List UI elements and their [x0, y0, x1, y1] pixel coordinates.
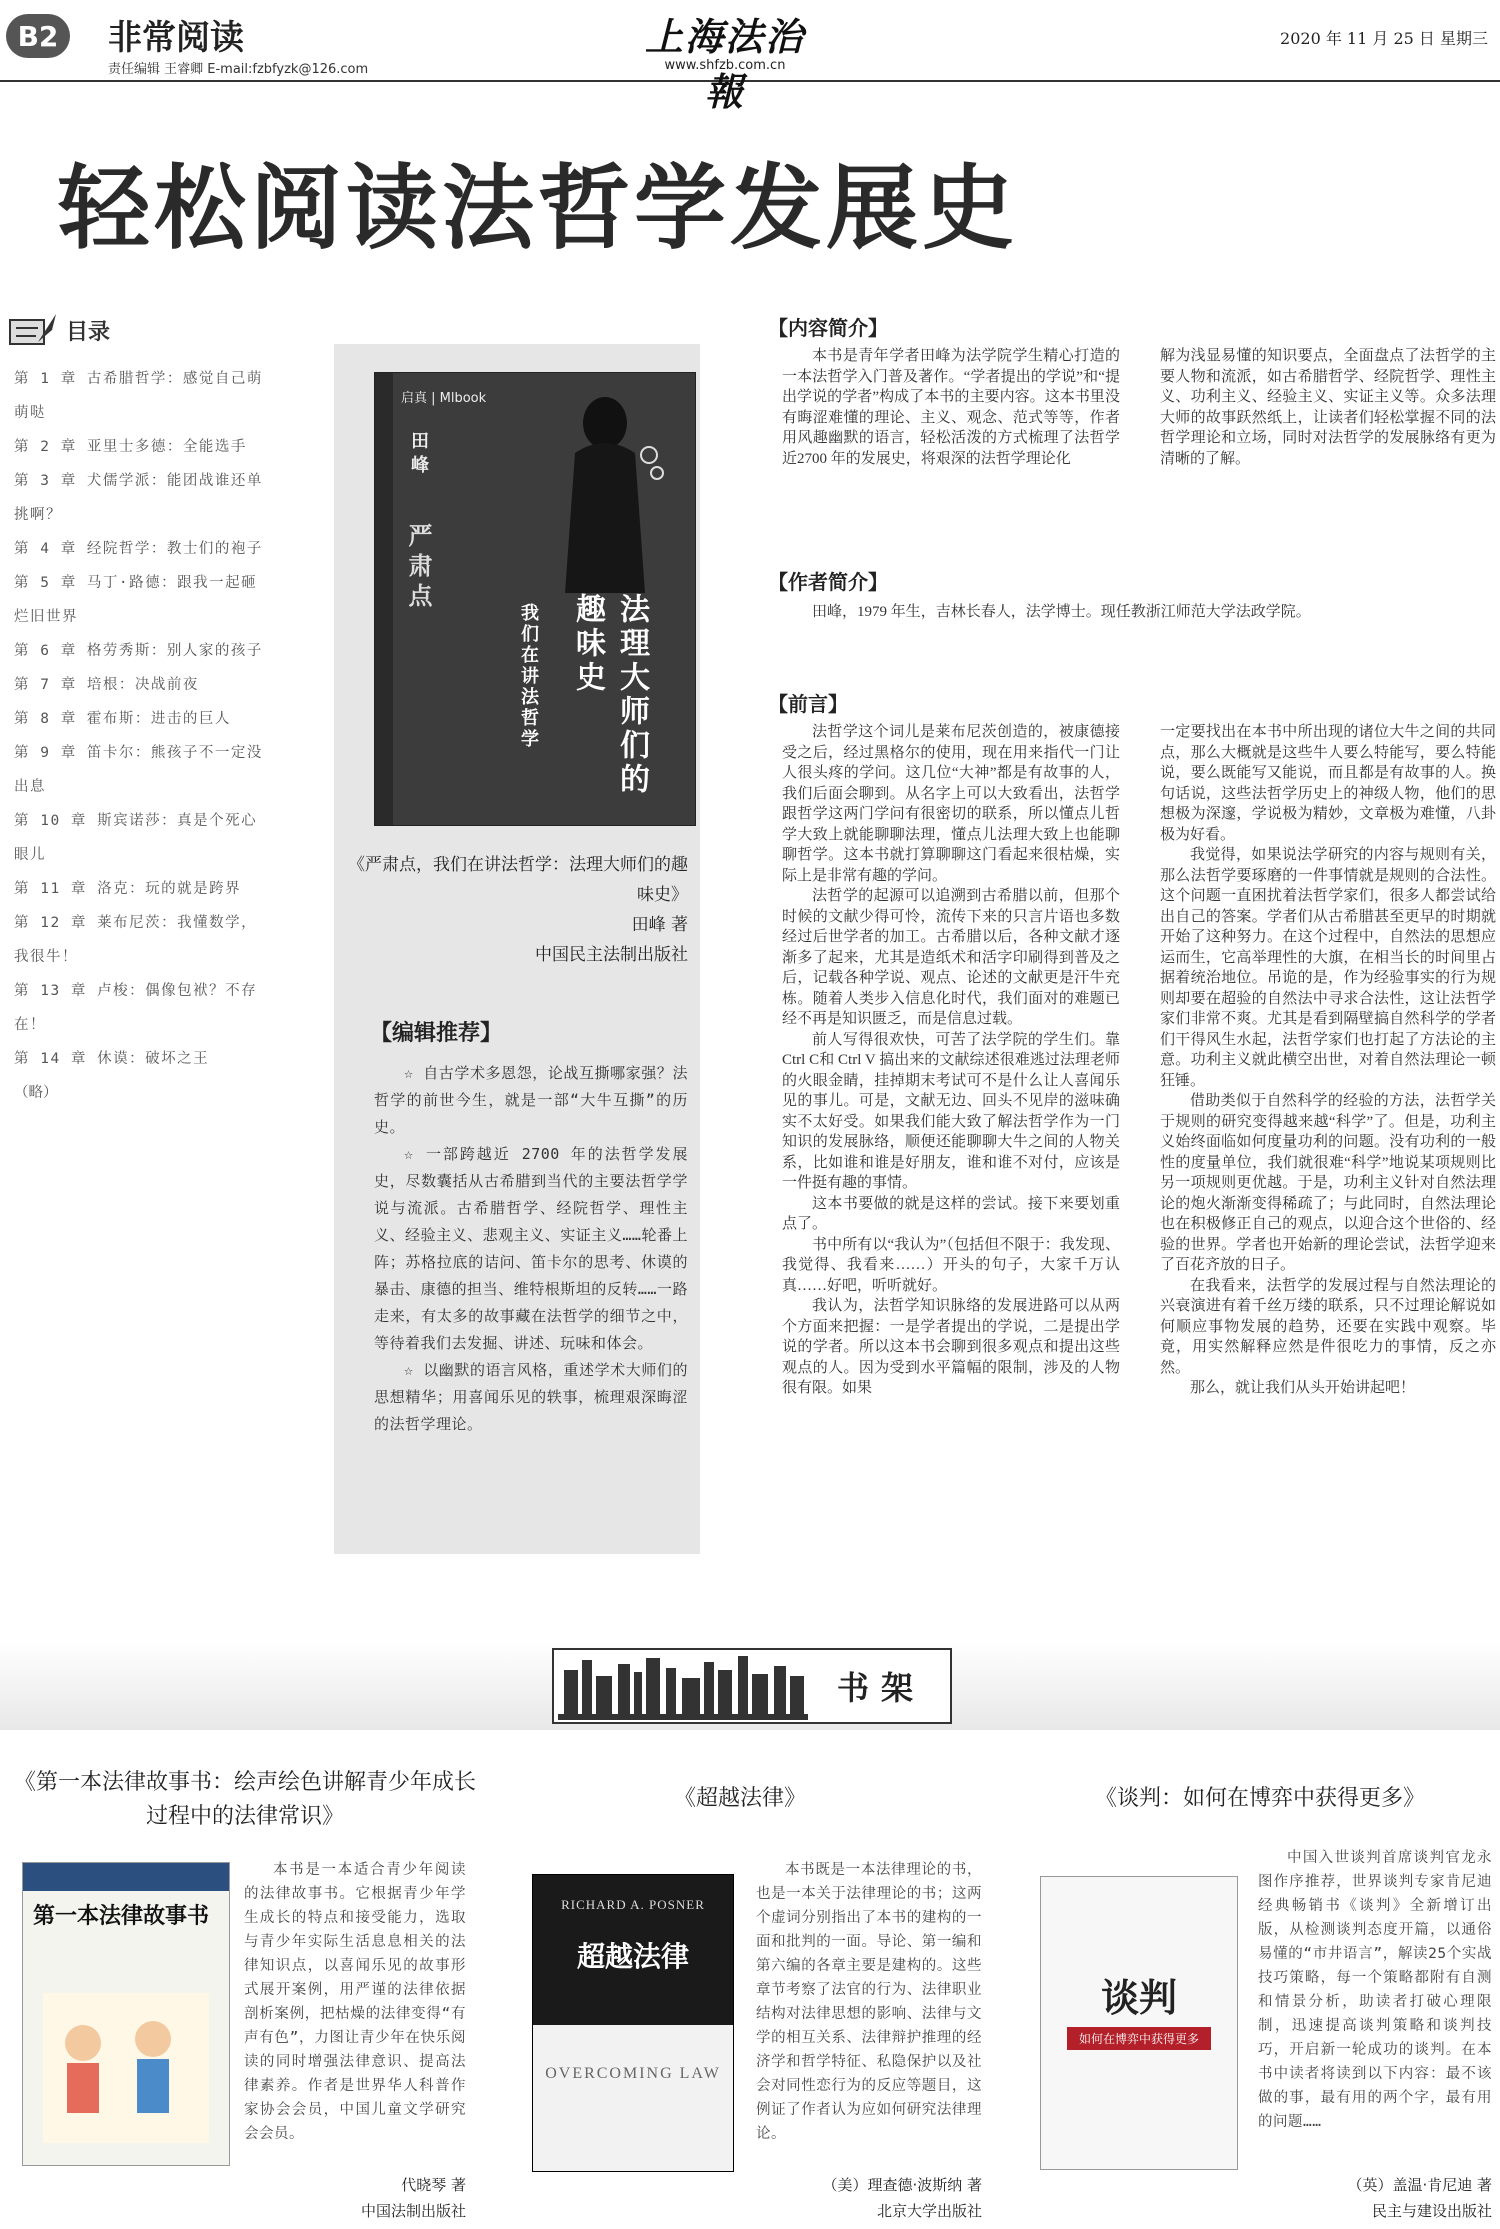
- website-link[interactable]: www.shfzb.com.cn: [664, 58, 786, 73]
- recommend-paragraph: ☆ 一部跨越近 2700 年的法哲学发展史，尽数囊括从古希腊到当代的主要法哲学学说与流派。古希腊哲学、经院哲学、理性主义、经验主义、悲观主义、实证主义……轮番上阵；苏格拉底的诘问、笛卡尔的思考、休谟的暴击、康德的担当、维特根斯坦的反转……一路走来，有太多的故事藏在法哲学的细节之中，等待着我们去发掘、讲述、玩味和体会。: [374, 1145, 688, 1352]
- toc-item: 第 4 章 经院哲学：教士们的袍子: [14, 541, 263, 557]
- book-credit: [1200, 2172, 1492, 2224]
- cover-author: 田峰: [408, 431, 429, 479]
- cover-lower-panel: [533, 2025, 733, 2171]
- cover-subtitle: 如何在博弈中获得更多: [1067, 2027, 1211, 2050]
- page-title: 轻松阅读法哲学发展史: [58, 155, 1019, 262]
- toc-item: 第 10 章 斯宾诺莎：真是个死心眼儿: [14, 813, 258, 863]
- author-heading: 【作者简介】: [768, 570, 888, 594]
- preface-paragraph: 我觉得，如果说法学研究的内容与规则有关，那么法哲学要琢磨的一件事情就是规则的合法性。这个问题一直困扰着法哲学家们，很多人都尝试给出自己的答案。学者们从古希腊甚至更早的时期就开始了这种努力。在这个过程中，自然法的思想应运而生，它高举理性的大旗，在相当长的时间里占据着统治地位。吊诡的是，作为经验事实的行为规则却要在超验的自然法中寻求合法性，这让法哲学家们非常不爽。尤其是看到隔壁搞自然科学的学者们干得风生水起，法哲学家们也打起了方法论的主意。功利主义就此横空出世，对着自然法理论一顿狂锤。: [1160, 847, 1496, 1089]
- book-author: （英）盖温·肯尼迪 著: [1347, 2176, 1492, 2194]
- preface-paragraph: 法哲学这个词儿是莱布尼茨创造的，被康德接受之后，经过黑格尔的使用，现在用来指代一门让人很头疼的学问。这几位“大神”都是有故事的人，我们后面会聊到。从名字上可以大致看出，法哲学跟哲学这两门学问有很密切的联系，所以懂点儿哲学大致上就能聊聊法理，懂点儿法理大致上也能聊聊哲学。这本书就打算聊聊这门看起来很枯燥，实际上是非常有趣的学问。: [782, 724, 1120, 884]
- preface-paragraph: 前人写得很欢快，可苦了法学院的学生们。靠 Ctrl C和 Ctrl V 搞出来的文献综述很难逃过法理老师的火眼金睛，挂掉期末考试可不是什么让人喜闻乐见的事儿。可是，文献无边、回头不见岸的滋味确实不太好受。如果我们能大致了解法哲学作为一门知识的发展脉络，顺便还能聊聊大牛之间的人物关系，比如谁和谁是好朋友，谁和谁不对付，应该是一件挺有趣的事情。: [782, 1031, 1120, 1191]
- newspaper-masthead: 上海法治報: [644, 14, 805, 114]
- book-description-paragraph: 本书是一本适合青少年阅读的法律故事书。它根据青少年学生成长的特点和接受能力，选取与青少年实际生活息息相关的法律知识点，以喜闻乐见的故事形式展开案例，用严谨的法律依据剖析案例，把枯燥的法律变得“有声有色”，力图让青少年在快乐阅读的同时增强法律意识、提高法律素养。作者是世界华人科普作家协会会员，中国儿童文学研究会会员。: [244, 1862, 466, 2142]
- table-of-contents: [14, 362, 272, 1110]
- book-caption-title: 《严肃点，我们在讲法哲学：法理大师们的趣味史》: [348, 855, 688, 905]
- cover-band: [23, 1863, 229, 1891]
- toc-item: 第 11 章 洛克：玩的就是跨界: [14, 881, 242, 897]
- book-cover: [532, 1874, 734, 2172]
- editor-line: 责任编辑 王睿卿 E-mail:fzbfyzk@126.com: [108, 62, 369, 77]
- intro-paragraph: 解为浅显易懂的知识要点，全面盘点了法哲学的主要人物和流派，如古希腊哲学、经院哲学、理性主义、功利主义、经验主义、实证主义等。众多法理大师的故事跃然纸上，让读者们轻松掌握不同的法哲学理论和立场，同时对法哲学的发展脉络有更为清晰的了解。: [1160, 348, 1496, 467]
- book-author: 代晓琴 著: [401, 2176, 466, 2194]
- cover-title: 第一本法律故事书: [33, 1904, 210, 1929]
- preface-column-2: [1160, 722, 1496, 1399]
- cover-author: RICHARD A. POSNER: [561, 1897, 705, 1912]
- preface-paragraph: 我认为，法哲学知识脉络的发展进路可以从两个方面来把握：一是学者提出的学说，二是提出学说的学者。所以这本书会聊到很多观点和提出这些观点的人。因为受到水平篇幅的限制，涉及的人物很有限。如果: [782, 1298, 1120, 1396]
- recommend-paragraph: ☆ 自古学术多恩怨，论战互撕哪家强？法哲学的前世今生，就是一部“大牛互撕”的历史。: [374, 1064, 688, 1136]
- page-number-badge: B2: [6, 14, 70, 58]
- book-cover: [1040, 1876, 1238, 2170]
- book-caption-publisher: 中国民主法制出版社: [535, 945, 688, 965]
- figure-illustration-icon: [545, 393, 665, 603]
- cover-series: 严肃点: [404, 523, 432, 613]
- book-description: [1258, 1846, 1492, 2134]
- cover-english-title: OVERCOMING LAW: [545, 2065, 721, 2082]
- preface-paragraph: 法哲学的起源可以追溯到古希腊以前，但那个时候的文献少得可怜，流传下来的只言片语也多数经过后世学者的加工。古希腊以后，各种文献才逐渐多了起来，尤其是造纸术和活字印刷得到普及之后，记载各种学说、观点、论述的文献更是汗牛充栋。随着人类步入信息化时代，我们面对的难题已经不再是知识匮乏，而是信息过载。: [782, 888, 1120, 1027]
- book-title: 《超越法律》: [673, 1786, 806, 1811]
- toc-heading: [8, 312, 110, 348]
- cover-main-title: 法理大师们的趣味史: [570, 593, 649, 797]
- book-publisher: 民主与建设出版社: [1371, 2202, 1492, 2220]
- intro-column-2: [1160, 346, 1496, 469]
- cover-title: 超越法律: [576, 1940, 689, 1973]
- book-description-paragraph: 中国入世谈判首席谈判官龙永图作序推荐，世界谈判专家肯尼迪经典畅销书《谈判》全新增订出版，从检测谈判态度开篇，以通俗易懂的“市井语言”，解读25个实战技巧策略，每一个策略都附有自测和情景分析，助读者打破心理限制，迅速提高谈判策略和谈判技巧，开启新一轮成功的谈判。在本书中读者将读到以下内容：最不该做的事，最有用的两个字，最有用的问题……: [1258, 1850, 1492, 2130]
- bookshelf-title: 书架: [836, 1669, 925, 1707]
- intro-column-1: [782, 346, 1120, 469]
- book-caption-author: 田峰 著: [631, 915, 688, 935]
- toc-item: 第 13 章 卢梭：偶像包袱？不存在！: [14, 983, 258, 1033]
- quill-icon: [8, 312, 58, 348]
- toc-item: 第 14 章 休谟：破坏之王: [14, 1051, 210, 1067]
- cover-title: 谈判: [1100, 1976, 1177, 2020]
- book-title: 《第一本法律故事书：绘声绘色讲解青少年成长过程中的法律常识》: [13, 1770, 476, 1829]
- book-description: [756, 1858, 982, 2146]
- author-text: [782, 602, 1496, 623]
- toc-item: 第 7 章 培根：决战前夜: [14, 677, 199, 693]
- intro-paragraph: 本书是青年学者田峰为法学院学生精心打造的一本法哲学入门普及著作。“学者提出的学说”和“提出学说的学者”构成了本书的主要内容。这本书里没有晦涩难懂的理论、主义、观念、范式等等，作者用风趣幽默的语言，轻松活泼的方式梳理了法哲学近2700 年的发展史，将艰深的法哲学理论化: [782, 348, 1120, 467]
- book-publisher: 中国法制出版社: [360, 2202, 466, 2220]
- children-illustration-icon: [43, 1993, 209, 2143]
- preface-paragraph: 借助类似于自然科学的经验的方法，法哲学关于规则的研究变得越来越“科学”了。但是，功利主义始终面临如何度量功利的问题。没有功利的一般性的度量单位，我们就很难“科学”地说某项规则比另一项规则更优越。于是，功利主义针对自然法理论的炮火渐渐变得稀疏了；与此同时，自然法理论也在积极修正自己的观点，以迎合这个世俗的、经验的世界。学者也开始新的理论尝试，法哲学迎来了百花齐放的日子。: [1160, 1093, 1496, 1273]
- preface-paragraph: 一定要找出在本书中所出现的诸位大牛之间的共同点，那么大概就是这些牛人要么特能写，要么特能说，要么既能写又能说，而且都是有故事的人。换句话说，这些法哲学历史上的神级人物，他们的思想极为深邃，学说极为精妙，文章极为难懂，八卦极为好看。: [1160, 724, 1496, 843]
- book-credit: [700, 2172, 982, 2224]
- toc-item: 第 9 章 笛卡尔：熊孩子不一定没出息: [14, 745, 263, 795]
- book-cover: [22, 1862, 230, 2166]
- author-paragraph: 田峰，1979 年生，吉林长春人，法学博士。现任教浙江师范大学法政学院。: [812, 604, 1311, 620]
- book-description: [244, 1858, 466, 2146]
- recommend-heading: 【编辑推荐】: [370, 1021, 503, 1046]
- preface-heading: 【前言】: [768, 692, 848, 716]
- cover-subtitle: 我们在讲法哲学: [518, 603, 539, 750]
- cover-spine: [375, 373, 393, 825]
- toc-item: 第 3 章 犬儒学派：能团战谁还单挑啊？: [14, 473, 263, 523]
- toc-item: 第 2 章 亚里士多德：全能选手: [14, 439, 247, 455]
- recommend-text: [374, 1060, 688, 1438]
- toc-title: 目录: [66, 319, 111, 345]
- book-publisher: 北京大学出版社: [876, 2202, 982, 2220]
- preface-paragraph: 书中所有以“我认为”（包括但不限于：我发现、我觉得、我看来……）开头的句子，大家千万认真……好吧，听听就好。: [782, 1236, 1120, 1294]
- toc-item: 第 6 章 格劳秀斯：别人家的孩子: [14, 643, 263, 659]
- recommend-paragraph: ☆ 以幽默的语言风格，重述学术大师们的思想精华；用喜闻乐见的轶事，梳理艰深晦涩的法哲学理论。: [374, 1361, 688, 1433]
- toc-item: 第 8 章 霍布斯：进击的巨人: [14, 711, 231, 727]
- section-name: 非常阅读: [108, 18, 244, 58]
- preface-paragraph: 那么，就让我们从头开始讲起吧！: [1190, 1380, 1416, 1396]
- book-title: 《谈判：如何在博弈中获得更多》: [1094, 1786, 1425, 1811]
- preface-paragraph: 这本书要做的就是这样的尝试。接下来要划重点了。: [782, 1195, 1120, 1232]
- toc-tail: （略）: [14, 1085, 58, 1101]
- cover-brand: 启真 | Mlbook: [401, 391, 487, 406]
- dateline: 2020 年 11 月 25 日 星期三: [1280, 29, 1488, 48]
- bookshelf-icon: [554, 1650, 812, 1722]
- book-description-paragraph: 本书既是一本法律理论的书，也是一本关于法律理论的书；这两个虚词分别指出了本书的建构的一面和批判的一面。导论、第一编和第六编的各章主要是建构的。这些章节考察了法官的行为、法律职业结构对法律思想的影响、法律与文学的相互关系、法律辩护推理的经济学和哲学特征、私隐保护以及社会对同性恋行为的反应等题目，这例证了作者认为应如何研究法律理论。: [756, 1862, 982, 2142]
- book-caption: [348, 850, 688, 970]
- toc-item: 第 12 章 莱布尼茨：我懂数学，我很牛！: [14, 915, 258, 965]
- bookshelf-banner: [552, 1648, 952, 1724]
- preface-paragraph: 在我看来，法哲学的发展过程与自然法理论的兴衰演进有着千丝万缕的联系，只不过理论解说如何顺应事物发展的趋势，还要在实践中观察。毕竟，用实然解释应然是件很吃力的事情，反之亦然。: [1160, 1277, 1496, 1376]
- intro-heading: 【内容简介】: [768, 316, 888, 340]
- book-cover: [374, 372, 696, 826]
- toc-item: 第 1 章 古希腊哲学：感觉自己萌萌哒: [14, 371, 263, 421]
- toc-item: 第 5 章 马丁·路德：跟我一起砸烂旧世界: [14, 575, 258, 625]
- preface-column-1: [782, 722, 1120, 1399]
- book-credit: [244, 2172, 466, 2224]
- book-author: （美）理查德·波斯纳 著: [822, 2176, 982, 2194]
